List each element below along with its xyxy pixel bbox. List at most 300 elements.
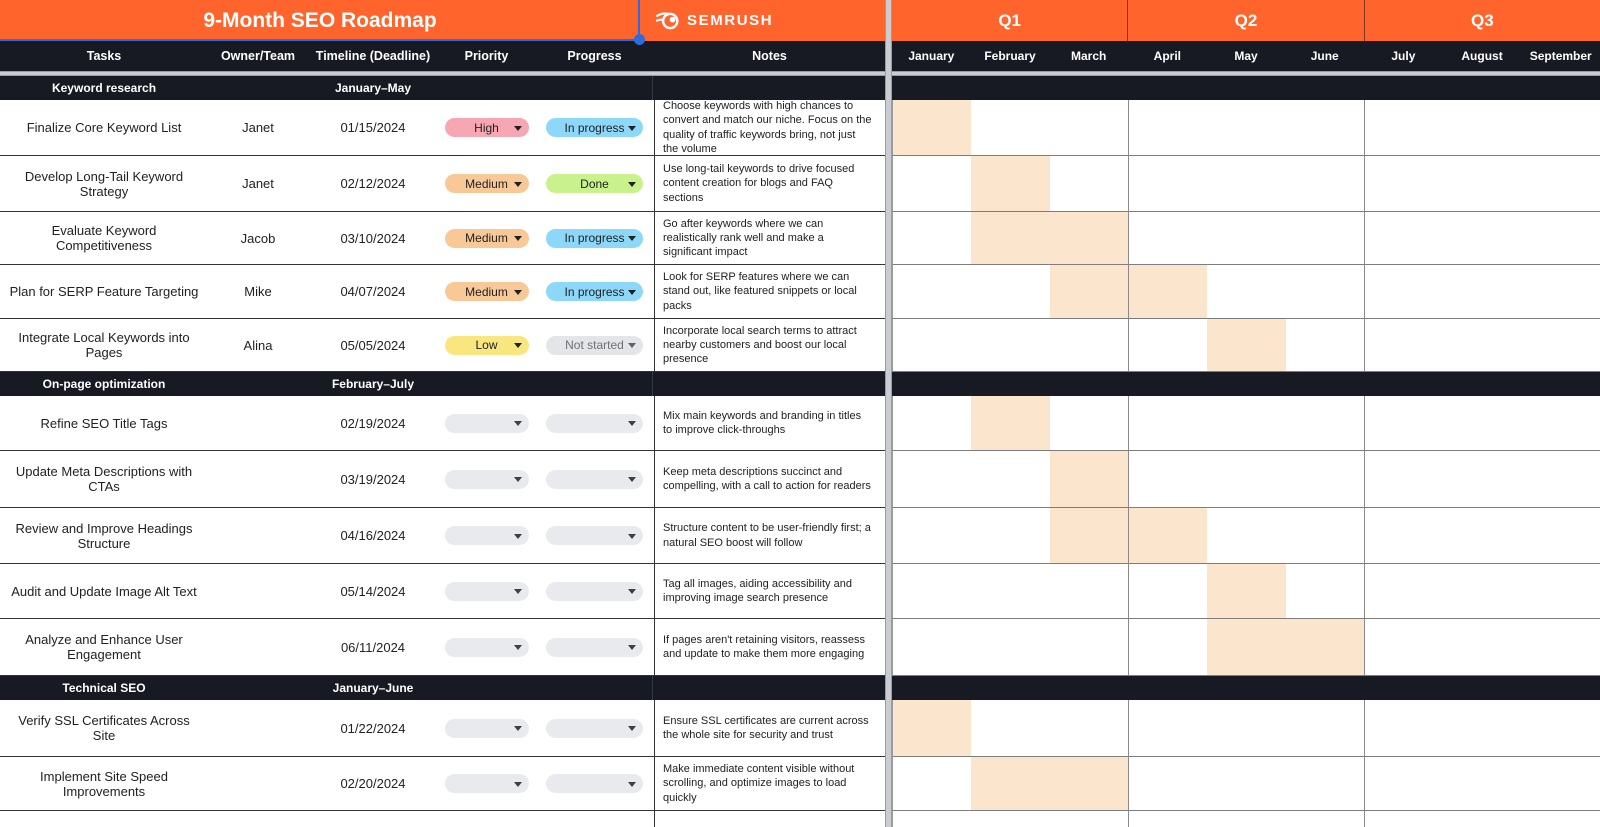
dropdown-label: In progress: [564, 120, 625, 135]
gantt-row: [892, 265, 1600, 319]
progress-dropdown[interactable]: [546, 638, 643, 657]
progress-cell: [535, 319, 654, 371]
month-header-april: April: [1153, 49, 1182, 63]
column-header-owner: Owner/Team: [220, 49, 296, 63]
gantt-row: [892, 811, 1600, 827]
gantt-cell[interactable]: [971, 265, 1049, 319]
priority-cell: [438, 396, 535, 450]
gantt-cell[interactable]: [892, 619, 971, 676]
gantt-cell[interactable]: [892, 451, 971, 508]
gantt-cell[interactable]: [1443, 619, 1521, 676]
gantt-bar-cell[interactable]: [1050, 451, 1128, 508]
gantt-cell[interactable]: [1443, 100, 1521, 156]
progress-cell: [535, 564, 654, 618]
gantt-bar-cell[interactable]: [1050, 757, 1128, 811]
gantt-bar-cell[interactable]: [971, 396, 1049, 451]
gantt-cell[interactable]: [1128, 319, 1207, 372]
priority-cell: [438, 811, 535, 827]
gantt-cell[interactable]: [1286, 396, 1364, 451]
task-name-cell[interactable]: Audit and Update Image Alt Text: [11, 583, 197, 599]
dropdown-label: Low: [475, 338, 498, 352]
gantt-cell[interactable]: [1522, 619, 1600, 676]
gantt-cell[interactable]: [1050, 100, 1128, 156]
gantt-cell[interactable]: [1443, 451, 1521, 508]
gantt-cell[interactable]: [1207, 212, 1285, 265]
gantt-cell[interactable]: [1522, 265, 1600, 319]
gantt-bar-cell[interactable]: [971, 156, 1049, 212]
gantt-bar-cell[interactable]: [971, 212, 1049, 265]
task-name-cell[interactable]: [0, 811, 208, 827]
task-row-left: [0, 265, 885, 319]
gantt-cell[interactable]: [971, 700, 1049, 757]
gantt-cell[interactable]: [1522, 451, 1600, 508]
gantt-cell[interactable]: [1522, 700, 1600, 757]
section-label: Technical SEO: [62, 681, 146, 695]
gantt-cell[interactable]: [892, 265, 971, 319]
task-row-left: [0, 319, 885, 372]
gantt-cell[interactable]: [971, 619, 1049, 676]
chevron-down-icon: [514, 534, 522, 539]
month-header-january: January: [908, 49, 955, 63]
gantt-cell[interactable]: [1443, 319, 1521, 372]
gantt-bar-cell[interactable]: [1207, 564, 1285, 619]
gantt-bar-cell[interactable]: [1207, 619, 1285, 676]
deadline-cell[interactable]: 01/22/2024: [340, 720, 406, 736]
gantt-cell[interactable]: [1050, 700, 1128, 757]
gantt-cell[interactable]: [971, 564, 1049, 619]
task-row-left: [0, 757, 885, 811]
gantt-cell[interactable]: [1286, 811, 1364, 827]
chevron-down-icon: [514, 126, 522, 131]
gantt-bar-cell[interactable]: [1286, 619, 1364, 676]
gantt-bar-cell[interactable]: [1050, 212, 1128, 265]
frozen-pane-divider-vertical[interactable]: [885, 0, 892, 827]
gantt-cell[interactable]: [1522, 757, 1600, 811]
priority-cell: [438, 319, 535, 371]
notes-cell[interactable]: Mix main keywords and branding in titles to improve click-throughs: [654, 396, 885, 450]
gantt-row: [892, 319, 1600, 372]
priority-dropdown[interactable]: [445, 638, 529, 657]
progress-dropdown[interactable]: [546, 414, 643, 433]
sheet-header: [0, 0, 1600, 41]
priority-dropdown[interactable]: [445, 719, 529, 738]
gantt-cell[interactable]: [1364, 564, 1443, 619]
gantt-bar-cell[interactable]: [971, 757, 1049, 811]
gantt-cell[interactable]: [1286, 451, 1364, 508]
task-row: [0, 700, 1600, 757]
gantt-cell[interactable]: [1443, 265, 1521, 319]
task-row-left: [0, 156, 885, 212]
month-header-september: September: [1529, 49, 1592, 63]
owner-cell[interactable]: [208, 396, 308, 450]
gantt-bar-cell[interactable]: [1050, 508, 1128, 564]
gantt-cell[interactable]: [971, 100, 1049, 156]
gantt-cell[interactable]: [971, 451, 1049, 508]
gantt-cell[interactable]: [892, 156, 971, 212]
gantt-bar-cell[interactable]: [892, 700, 971, 757]
gantt-cell[interactable]: [1443, 700, 1521, 757]
gantt-cell[interactable]: [892, 319, 971, 372]
gantt-cell[interactable]: [1128, 619, 1207, 676]
gantt-cell[interactable]: [1286, 212, 1364, 265]
chevron-down-icon: [628, 477, 636, 482]
gantt-cell[interactable]: [1286, 564, 1364, 619]
gantt-row: [892, 396, 1600, 451]
gantt-cell[interactable]: [1443, 811, 1521, 827]
section-range: January–June: [332, 681, 414, 695]
owner-cell[interactable]: [208, 619, 308, 675]
task-row-left: [0, 508, 885, 564]
progress-dropdown[interactable]: [546, 774, 643, 793]
gantt-bar-cell[interactable]: [1207, 319, 1285, 372]
task-row-left: [0, 100, 885, 156]
chevron-down-icon: [628, 589, 636, 594]
gantt-cell[interactable]: [1050, 156, 1128, 212]
gantt-row: [892, 757, 1600, 811]
deadline-cell[interactable]: 01/15/2024: [340, 120, 406, 135]
dropdown-label: Done: [580, 176, 609, 191]
gantt-cell[interactable]: [1207, 811, 1285, 827]
gantt-cell[interactable]: [892, 212, 971, 265]
dropdown-label: In progress: [564, 231, 625, 245]
gantt-cell[interactable]: [1286, 757, 1364, 811]
gantt-cell[interactable]: [1522, 100, 1600, 156]
chevron-down-icon: [514, 782, 522, 787]
gantt-cell[interactable]: [1364, 757, 1443, 811]
owner-cell[interactable]: [208, 757, 308, 810]
gantt-cell[interactable]: [892, 396, 971, 451]
task-row-left: [0, 700, 885, 757]
gantt-cell[interactable]: [1364, 156, 1443, 212]
progress-dropdown[interactable]: [546, 282, 643, 301]
column-header-timeline: Timeline (Deadline): [315, 49, 431, 63]
month-header-row: [892, 41, 1600, 71]
column-header-row: [0, 41, 1600, 71]
gantt-cell[interactable]: [971, 811, 1049, 827]
task-name-cell[interactable]: Develop Long-Tail Keyword Strategy: [24, 168, 184, 199]
gantt-cell[interactable]: [1364, 508, 1443, 564]
progress-dropdown[interactable]: [546, 582, 643, 601]
chevron-down-icon: [514, 645, 522, 650]
priority-cell: [438, 100, 535, 155]
priority-dropdown[interactable]: [445, 118, 529, 137]
dropdown-label: Not started: [565, 338, 624, 352]
progress-cell: [535, 508, 654, 563]
gantt-cell[interactable]: [1443, 508, 1521, 564]
frozen-pane-divider-horizontal[interactable]: [0, 71, 1600, 76]
progress-cell: [535, 757, 654, 810]
month-header-may: May: [1234, 49, 1258, 63]
gantt-cell[interactable]: [1286, 508, 1364, 564]
gantt-cell[interactable]: [1522, 508, 1600, 564]
section-divider: [652, 676, 653, 700]
semrush-logo: [640, 0, 885, 41]
gantt-cell[interactable]: [971, 508, 1049, 564]
progress-dropdown[interactable]: [546, 118, 643, 137]
chevron-down-icon: [628, 182, 636, 187]
gantt-cell[interactable]: [1364, 212, 1443, 265]
priority-dropdown[interactable]: [445, 336, 529, 355]
deadline-cell[interactable]: [308, 811, 438, 827]
priority-dropdown[interactable]: [445, 229, 529, 248]
gantt-cell[interactable]: [1128, 396, 1207, 451]
gantt-bar-cell[interactable]: [892, 100, 971, 156]
notes-cell[interactable]: Look for SERP features where we can stand out, like featured snippets or local packs: [654, 265, 885, 318]
task-row: [0, 212, 1600, 265]
gantt-cell[interactable]: [1128, 811, 1207, 827]
gantt-cell[interactable]: [1364, 700, 1443, 757]
gantt-cell[interactable]: [892, 811, 971, 827]
priority-cell: [438, 451, 535, 507]
gantt-cell[interactable]: [1128, 700, 1207, 757]
chevron-down-icon: [628, 236, 636, 241]
notes-cell[interactable]: Use long-tail keywords to drive focused content creation for blogs and FAQ sections: [654, 156, 885, 211]
priority-dropdown[interactable]: [445, 582, 529, 601]
gantt-cell[interactable]: [1050, 564, 1128, 619]
priority-cell: [438, 619, 535, 675]
chevron-down-icon: [514, 477, 522, 482]
task-row-left: [0, 396, 885, 451]
deadline-cell[interactable]: 03/19/2024: [340, 471, 406, 487]
owner-cell[interactable]: [208, 811, 308, 827]
gantt-row: [892, 619, 1600, 676]
gantt-cell[interactable]: [1050, 619, 1128, 676]
progress-cell: [535, 396, 654, 450]
priority-cell: [438, 508, 535, 563]
progress-cell: [535, 100, 654, 155]
gantt-cell[interactable]: [1522, 319, 1600, 372]
gantt-bar-cell[interactable]: [1128, 265, 1207, 319]
chevron-down-icon: [628, 782, 636, 787]
deadline-cell[interactable]: 05/14/2024: [340, 583, 406, 599]
notes-cell[interactable]: Make immediate content visible without scrolling, and optimize images to load quickly: [654, 757, 885, 810]
priority-dropdown[interactable]: [445, 414, 529, 433]
gantt-cell[interactable]: [1207, 508, 1285, 564]
month-header-august: August: [1461, 49, 1503, 63]
chevron-down-icon: [514, 589, 522, 594]
task-row: [0, 619, 1600, 676]
month-header-march: March: [1071, 49, 1107, 63]
task-name-cell[interactable]: Finalize Core Keyword List: [26, 120, 182, 135]
quarter-header-q1: Q1: [998, 10, 1021, 30]
progress-cell: [535, 700, 654, 756]
chevron-down-icon: [628, 343, 636, 348]
task-name-cell[interactable]: Implement Site Speed Improvements: [40, 768, 168, 799]
gantt-cell[interactable]: [892, 564, 971, 619]
dropdown-label: In progress: [564, 284, 625, 299]
deadline-cell[interactable]: 03/10/2024: [340, 230, 406, 246]
gantt-cell[interactable]: [1443, 757, 1521, 811]
gantt-cell[interactable]: [1286, 700, 1364, 757]
gantt-cell[interactable]: [1128, 757, 1207, 811]
progress-cell: [535, 619, 654, 675]
chevron-down-icon: [628, 645, 636, 650]
gantt-cell[interactable]: [971, 319, 1049, 372]
task-row: [0, 265, 1600, 319]
gantt-cell[interactable]: [1050, 396, 1128, 451]
gantt-row: [892, 700, 1600, 757]
month-header-june: June: [1310, 49, 1339, 63]
priority-dropdown[interactable]: [445, 774, 529, 793]
gantt-bar-cell[interactable]: [1128, 508, 1207, 564]
gantt-cell[interactable]: [1207, 396, 1285, 451]
progress-dropdown[interactable]: [546, 174, 643, 193]
task-name-cell[interactable]: Review and Improve Headings Structure: [15, 520, 193, 551]
gantt-cell[interactable]: [892, 508, 971, 564]
owner-cell[interactable]: Jacob: [240, 230, 276, 246]
gantt-row: [892, 508, 1600, 564]
chevron-down-icon: [514, 290, 522, 295]
gantt-cell[interactable]: [1128, 564, 1207, 619]
column-header-priority: Priority: [464, 49, 509, 63]
progress-cell: [535, 811, 654, 827]
task-row: [0, 508, 1600, 564]
sheet-title: 9-Month SEO Roadmap: [203, 8, 437, 32]
dropdown-label: Medium: [465, 231, 508, 245]
gantt-row: [892, 451, 1600, 508]
gantt-cell[interactable]: [892, 757, 971, 811]
deadline-cell[interactable]: 05/05/2024: [340, 337, 406, 353]
priority-cell: [438, 212, 535, 264]
quarter-headers: [892, 0, 1600, 41]
gantt-cell[interactable]: [1522, 212, 1600, 265]
gantt-row: [892, 212, 1600, 265]
chevron-down-icon: [628, 534, 636, 539]
priority-cell: [438, 265, 535, 318]
gantt-cell[interactable]: [1522, 156, 1600, 212]
gantt-cell[interactable]: [1207, 451, 1285, 508]
gantt-cell[interactable]: [1522, 811, 1600, 827]
gantt-cell[interactable]: [1443, 156, 1521, 212]
chevron-down-icon: [514, 182, 522, 187]
owner-cell[interactable]: [208, 700, 308, 756]
gantt-cell[interactable]: [1050, 811, 1128, 827]
section-divider: [652, 372, 653, 396]
selection-handle[interactable]: [634, 34, 645, 45]
priority-dropdown[interactable]: [445, 470, 529, 489]
notes-cell[interactable]: Tag all images, aiding accessibility and improving image search presence: [654, 564, 885, 618]
column-header-progress: Progress: [567, 49, 622, 63]
owner-cell[interactable]: Mike: [244, 284, 272, 299]
gantt-cell[interactable]: [1364, 619, 1443, 676]
notes-cell[interactable]: Keep meta descriptions succinct and compelling, with a call to action for readers: [654, 451, 885, 507]
progress-cell: [535, 265, 654, 318]
task-name-cell[interactable]: Update Meta Descriptions with CTAs: [15, 464, 193, 494]
gantt-cell[interactable]: [1522, 564, 1600, 619]
task-name-cell[interactable]: Evaluate Keyword Competitiveness: [51, 223, 157, 253]
progress-dropdown[interactable]: [546, 336, 643, 355]
notes-cell[interactable]: Structure content to be user-friendly first; a natural SEO boost will follow: [654, 508, 885, 563]
notes-cell[interactable]: Incorporate local search terms to attract nearby customers and boost our local presence: [654, 319, 885, 371]
task-name-cell[interactable]: Analyze and Enhance User Engagement: [25, 632, 183, 662]
gantt-cell[interactable]: [1364, 396, 1443, 451]
quarter-header-q3: Q3: [1364, 0, 1600, 41]
gantt-cell[interactable]: [1364, 100, 1443, 156]
gantt-cell[interactable]: [1128, 100, 1207, 156]
notes-cell[interactable]: If pages aren't retaining visitors, reassess and update to make them more engaging: [654, 619, 885, 675]
gantt-cell[interactable]: [1128, 156, 1207, 212]
progress-dropdown[interactable]: [546, 229, 643, 248]
owner-cell[interactable]: Janet: [242, 120, 274, 135]
chevron-down-icon: [628, 726, 636, 731]
gantt-cell[interactable]: [1286, 156, 1364, 212]
task-name-cell[interactable]: Plan for SERP Feature Targeting: [9, 284, 199, 299]
gantt-cell[interactable]: [1207, 100, 1285, 156]
chevron-down-icon: [628, 290, 636, 295]
gantt-cell[interactable]: [1443, 564, 1521, 619]
deadline-cell[interactable]: 02/19/2024: [340, 415, 406, 431]
gantt-cell[interactable]: [1443, 212, 1521, 265]
gantt-cell[interactable]: [1286, 265, 1364, 319]
gantt-cell[interactable]: [1364, 811, 1443, 827]
section-row: [0, 76, 1600, 100]
gantt-cell[interactable]: [1286, 100, 1364, 156]
deadline-cell[interactable]: 02/20/2024: [340, 776, 406, 791]
gantt-cell[interactable]: [1286, 319, 1364, 372]
gantt-bar-cell[interactable]: [1050, 265, 1128, 319]
progress-dropdown[interactable]: [546, 719, 643, 738]
notes-cell[interactable]: [654, 811, 885, 827]
progress-dropdown[interactable]: [546, 470, 643, 489]
task-row-left: [0, 451, 885, 508]
section-range: January–May: [334, 81, 412, 95]
task-row-left: [0, 619, 885, 676]
gantt-cell[interactable]: [1207, 757, 1285, 811]
month-header-february: February: [984, 49, 1036, 63]
deadline-cell[interactable]: 02/12/2024: [340, 176, 406, 191]
notes-cell[interactable]: Choose keywords with high chances to convert and match our niche. Focus on the quality of traffic keywords bring, not just the volume: [654, 100, 885, 155]
gantt-cell[interactable]: [1207, 265, 1285, 319]
priority-dropdown[interactable]: [445, 526, 529, 545]
priority-dropdown[interactable]: [445, 282, 529, 301]
priority-dropdown[interactable]: [445, 174, 529, 193]
gantt-cell[interactable]: [1364, 265, 1443, 319]
dropdown-label: Medium: [465, 284, 508, 299]
gantt-cell[interactable]: [1207, 156, 1285, 212]
gantt-cell[interactable]: [1128, 212, 1207, 265]
gantt-cell[interactable]: [1128, 451, 1207, 508]
task-name-cell[interactable]: Verify SSL Certificates Across Site: [18, 713, 190, 743]
chevron-down-icon: [514, 236, 522, 241]
owner-cell[interactable]: [208, 451, 308, 507]
gantt-cell[interactable]: [1364, 451, 1443, 508]
gantt-row: [892, 156, 1600, 212]
deadline-cell[interactable]: 06/11/2024: [340, 639, 406, 655]
gantt-cell[interactable]: [1207, 700, 1285, 757]
column-header-tasks: Tasks: [86, 49, 122, 63]
priority-cell: [438, 757, 535, 810]
deadline-cell[interactable]: 04/16/2024: [340, 528, 406, 543]
gantt-cell[interactable]: [1443, 396, 1521, 451]
chevron-down-icon: [514, 421, 522, 426]
chevron-down-icon: [628, 126, 636, 131]
month-header-july: July: [1391, 49, 1416, 63]
gantt-cell[interactable]: [1522, 396, 1600, 451]
deadline-cell[interactable]: 04/07/2024: [340, 284, 406, 299]
owner-cell[interactable]: Alina: [243, 337, 273, 353]
gantt-cell[interactable]: [1364, 319, 1443, 372]
owner-cell[interactable]: [208, 564, 308, 618]
task-name-cell[interactable]: Refine SEO Title Tags: [40, 415, 168, 431]
owner-cell[interactable]: [208, 508, 308, 563]
notes-cell[interactable]: Ensure SSL certificates are current across the whole site for security and trust: [654, 700, 885, 756]
notes-cell[interactable]: Go after keywords where we can realistically rank well and make a significant impact: [654, 212, 885, 264]
progress-dropdown[interactable]: [546, 526, 643, 545]
owner-cell[interactable]: Janet: [242, 176, 274, 191]
task-name-cell[interactable]: Integrate Local Keywords into Pages: [18, 330, 190, 360]
gantt-cell[interactable]: [1050, 319, 1128, 372]
task-row: [0, 451, 1600, 508]
